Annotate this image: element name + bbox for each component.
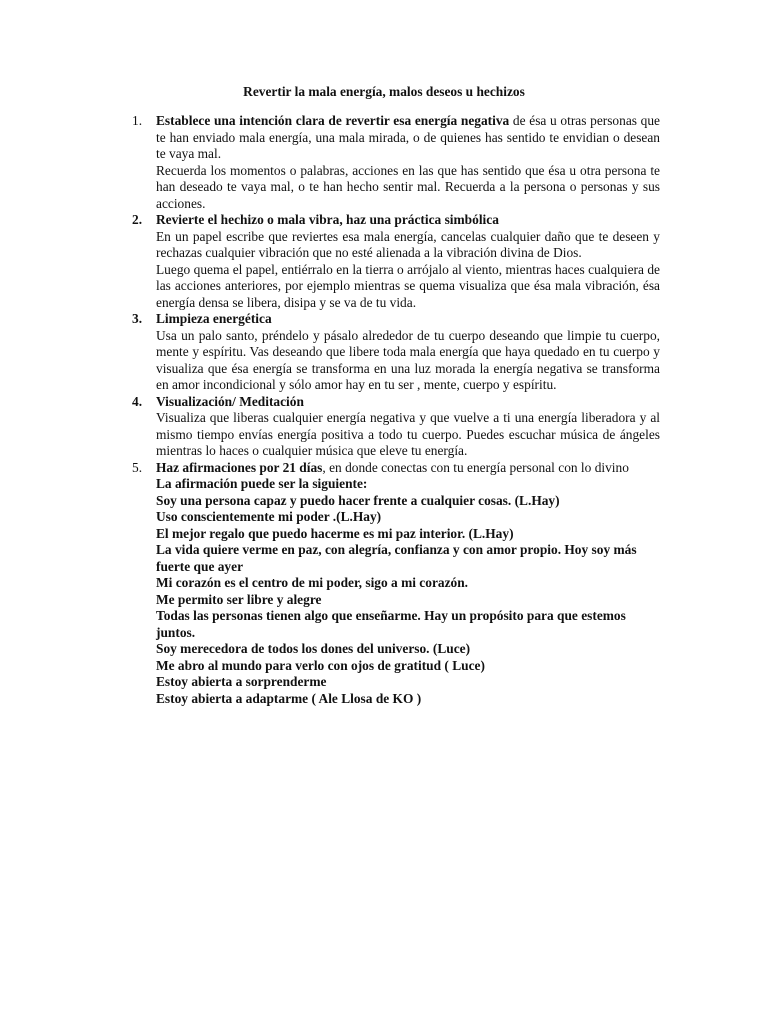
item-intro — [156, 113, 660, 163]
item-number: 4. — [132, 393, 143, 409]
item-paragraph: Recuerda los momentos o palabras, acciones en las que has sentido que ésa u otra persona te han deseado te vaya mal, o te han hecho sentir mal. Recuerda a la persona o personas y sus acciones. — [156, 162, 660, 211]
affirmation: Me abro al mundo para verlo con ojos de gratitud ( Luce) — [156, 657, 485, 673]
list-item — [120, 394, 660, 460]
item-number: 3. — [132, 311, 143, 326]
affirmation: Mi corazón es el centro de mi poder, sigo a mi corazón. — [156, 575, 469, 590]
affirmation: La afirmación puede ser la siguiente: — [156, 476, 368, 491]
list-item — [120, 311, 660, 394]
affirmation: Soy merecedora de todos los dones del universo. (Luce) — [156, 641, 471, 656]
affirmation: Soy una persona capaz y puedo hacer frente a cualquier cosas. (L.Hay) — [156, 492, 560, 508]
document-title: Revertir la mala energía, malos deseos u hechizos — [243, 84, 525, 99]
list-item — [120, 212, 660, 311]
list-item — [120, 460, 660, 708]
item-heading: Establece una intención clara de revertir esa energía negativa — [156, 113, 510, 128]
affirmation: Todas las personas tienen algo que enseñarme. Hay un propósito para que estemos juntos. — [156, 608, 626, 640]
affirmation: El mejor regalo que puedo hacerme es mi paz interior. (L.Hay) — [156, 525, 514, 541]
affirmation: Estoy abierta a sorprenderme — [156, 674, 327, 689]
list-item — [120, 113, 660, 212]
item-paragraph: En un papel escribe que reviertes esa mala energía, cancelas cualquier daño que te deseen y rechazas cualquier vibración que no esté alienada a la vibración divina de Dios. — [156, 228, 660, 260]
affirmation: Estoy abierta a adaptarme ( Ale Llosa de KO ) — [156, 690, 422, 706]
item-paragraph: Luego quema el papel, entiérralo en la tierra o arrójalo al viento, mientras haces cualquiera de las acciones anteriores, por ejemplo mientras se quema visualiza que ésa mala vibración, ésa energía densa se libera, disipa y se va de tu vida. — [156, 261, 660, 310]
affirmation: La vida quiere verme en paz, con alegría, confianza y con amor propio. Hoy soy más fuerte que ayer — [156, 542, 637, 574]
item-intro — [156, 460, 660, 477]
item-heading: Haz afirmaciones por 21 días — [156, 459, 323, 475]
item-paragraph: Usa un palo santo, préndelo y pásalo alrededor de tu cuerpo deseando que limpie tu cuerpo, mente y espíritu. Vas deseando que libere toda mala energía que haya quedado en tu cuerpo y visualiza que ésa energía se transforma en una luz morada la energía negativa se transforma en amor incondicional y sólo amor hay en tu ser , mente, cuerpo y espíritu. — [156, 327, 660, 392]
steps-list — [120, 113, 660, 707]
item-number: 2. — [132, 212, 143, 227]
item-heading: Visualización/ Meditación — [156, 393, 304, 409]
item-heading-tail: de ésa u otras personas que te han enviado mala energía, una mala mirada, o de quienes has sentido te envidian o desean te vaya mal. — [156, 113, 660, 161]
item-heading: Limpieza energética — [156, 311, 272, 326]
item-heading-tail: , en donde conectas con tu energía personal con lo divino — [322, 459, 629, 475]
item-number: 1. — [132, 113, 143, 128]
affirmations-list — [156, 476, 660, 707]
item-number: 5. — [132, 459, 143, 475]
affirmation: Me permito ser libre y alegre — [156, 591, 322, 607]
affirmation: Uso conscientemente mi poder .(L.Hay) — [156, 509, 382, 524]
item-paragraph: Visualiza que liberas cualquier energía negativa y que vuelve a ti una energía liberadora y al mismo tiempo envías energía positiva a todo tu cuerpo. Puedes escuchar música de ángeles mientras lo haces o cualquier música que eleve tu energía. — [156, 410, 660, 458]
item-heading: Revierte el hechizo o mala vibra, haz una práctica simbólica — [156, 212, 499, 227]
